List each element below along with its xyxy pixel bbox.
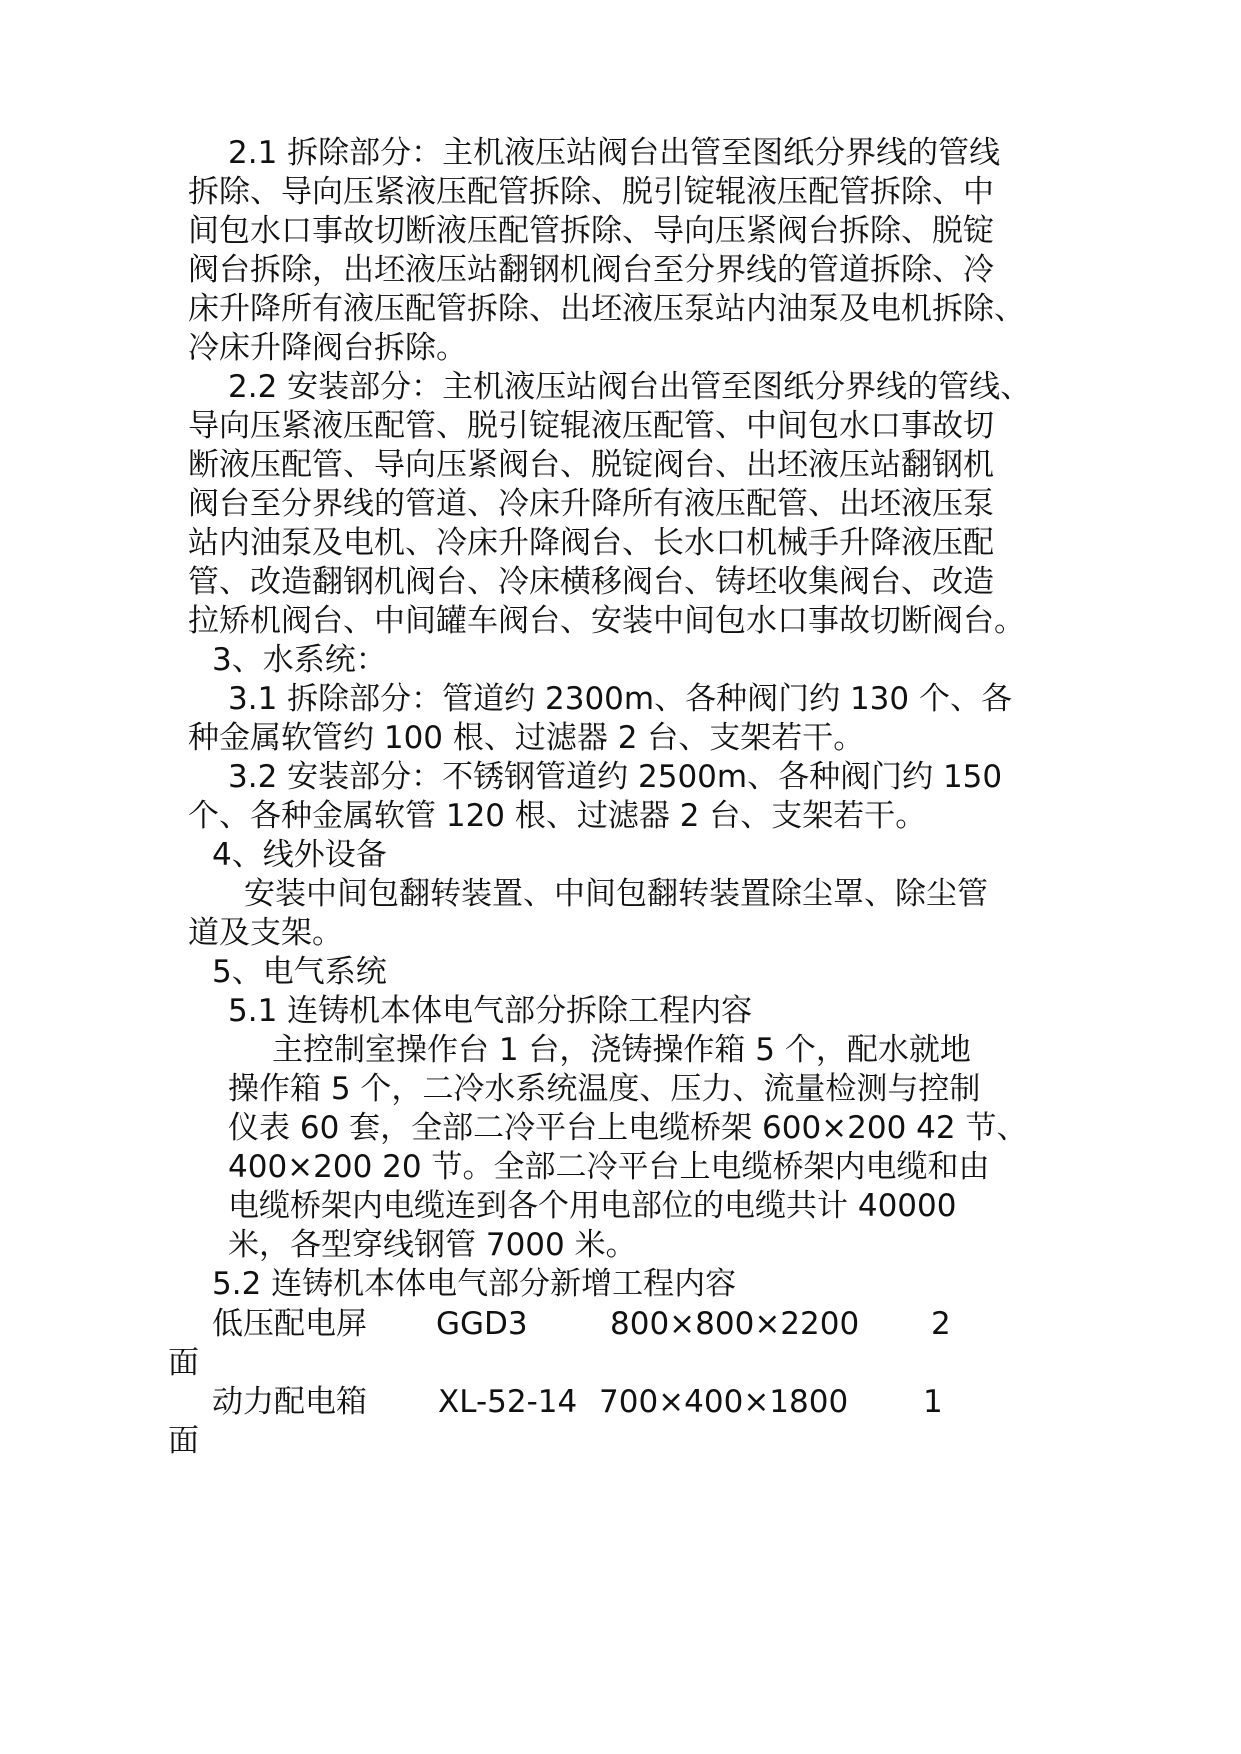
text-line: 种金属软管约 100 根、过滤器 2 台、支架若干。 (188, 720, 865, 756)
text-line: 电缆桥架内电缆连到各个用电部位的电缆共计 40000 (228, 1188, 957, 1224)
equipment-model: XL-52-14 (438, 1384, 578, 1420)
text-line: 拆除、导向压紧液压配管拆除、脱引锭辊液压配管拆除、中 (188, 174, 994, 210)
text-line: 仪表 60 套，全部二冷平台上电缆桥架 600×200 42 节、 (228, 1110, 1028, 1146)
text-line: 冷床升降阀台拆除。 (188, 330, 467, 366)
text-line: 安装中间包翻转装置、中间包翻转装置除尘罩、除尘管 (244, 876, 988, 912)
text-line: 道及支架。 (188, 915, 343, 951)
text-line: 导向压紧液压配管、脱引锭辊液压配管、中间包水口事故切 (188, 408, 994, 444)
text-line: 阀台至分界线的管道、冷床升降所有液压配管、出坯液压泵 (188, 486, 994, 522)
text-line: 管、改造翻钢机阀台、冷床横移阀台、铸坯收集阀台、改造 (188, 564, 994, 600)
text-line: 间包水口事故切断液压配管拆除、导向压紧阀台拆除、脱锭 (188, 213, 994, 249)
equipment-name: 动力配电箱 (212, 1384, 367, 1420)
text-line: 操作箱 5 个，二冷水系统温度、压力、流量检测与控制 (228, 1071, 981, 1107)
equipment-quantity: 2 (931, 1306, 951, 1342)
text-line: 3.1 拆除部分：管道约 2300m、各种阀门约 130 个、各 (228, 681, 1012, 717)
subsection-heading: 5.2 连铸机本体电气部分新增工程内容 (212, 1266, 737, 1302)
text-line: 400×200 20 节。全部二冷平台上电缆桥架内电缆和由 (228, 1149, 990, 1185)
text-line: 2.2 安装部分：主机液压站阀台出管至图纸分界线的管线、 (228, 369, 1032, 405)
subsection-heading: 5.1 连铸机本体电气部分拆除工程内容 (228, 993, 753, 1029)
text-line: 2.1 拆除部分：主机液压站阀台出管至图纸分界线的管线 (228, 135, 1001, 171)
text-line: 主控制室操作台 1 台，浇铸操作箱 5 个，配水就地 (272, 1032, 971, 1068)
section-heading: 4、线外设备 (212, 837, 387, 873)
text-line: 个、各种金属软管 120 根、过滤器 2 台、支架若干。 (188, 798, 927, 834)
text-line: 断液压配管、导向压紧阀台、脱锭阀台、出坯液压站翻钢机 (188, 447, 994, 483)
section-heading: 5、电气系统 (212, 954, 387, 990)
equipment-quantity: 1 (923, 1384, 943, 1420)
text-line: 站内油泵及电机、冷床升降阀台、长水口机械手升降液压配 (188, 525, 994, 561)
text-line: 床升降所有液压配管拆除、出坯液压泵站内油泵及电机拆除、 (188, 291, 1025, 327)
equipment-unit: 面 (168, 1423, 199, 1459)
text-line: 拉矫机阀台、中间罐车阀台、安装中间包水口事故切断阀台。 (188, 603, 1025, 639)
equipment-model: GGD3 (436, 1306, 528, 1342)
equipment-size: 700×400×1800 (599, 1384, 849, 1420)
section-heading: 3、水系统： (212, 642, 387, 678)
equipment-name: 低压配电屏 (212, 1306, 367, 1342)
text-line: 3.2 安装部分：不锈钢管道约 2500m、各种阀门约 150 (228, 759, 1003, 795)
text-line: 阀台拆除，出坯液压站翻钢机阀台至分界线的管道拆除、冷 (188, 252, 994, 288)
text-line: 米，各型穿线钢管 7000 米。 (228, 1227, 637, 1263)
equipment-unit: 面 (168, 1345, 199, 1381)
equipment-size: 800×800×2200 (610, 1306, 860, 1342)
